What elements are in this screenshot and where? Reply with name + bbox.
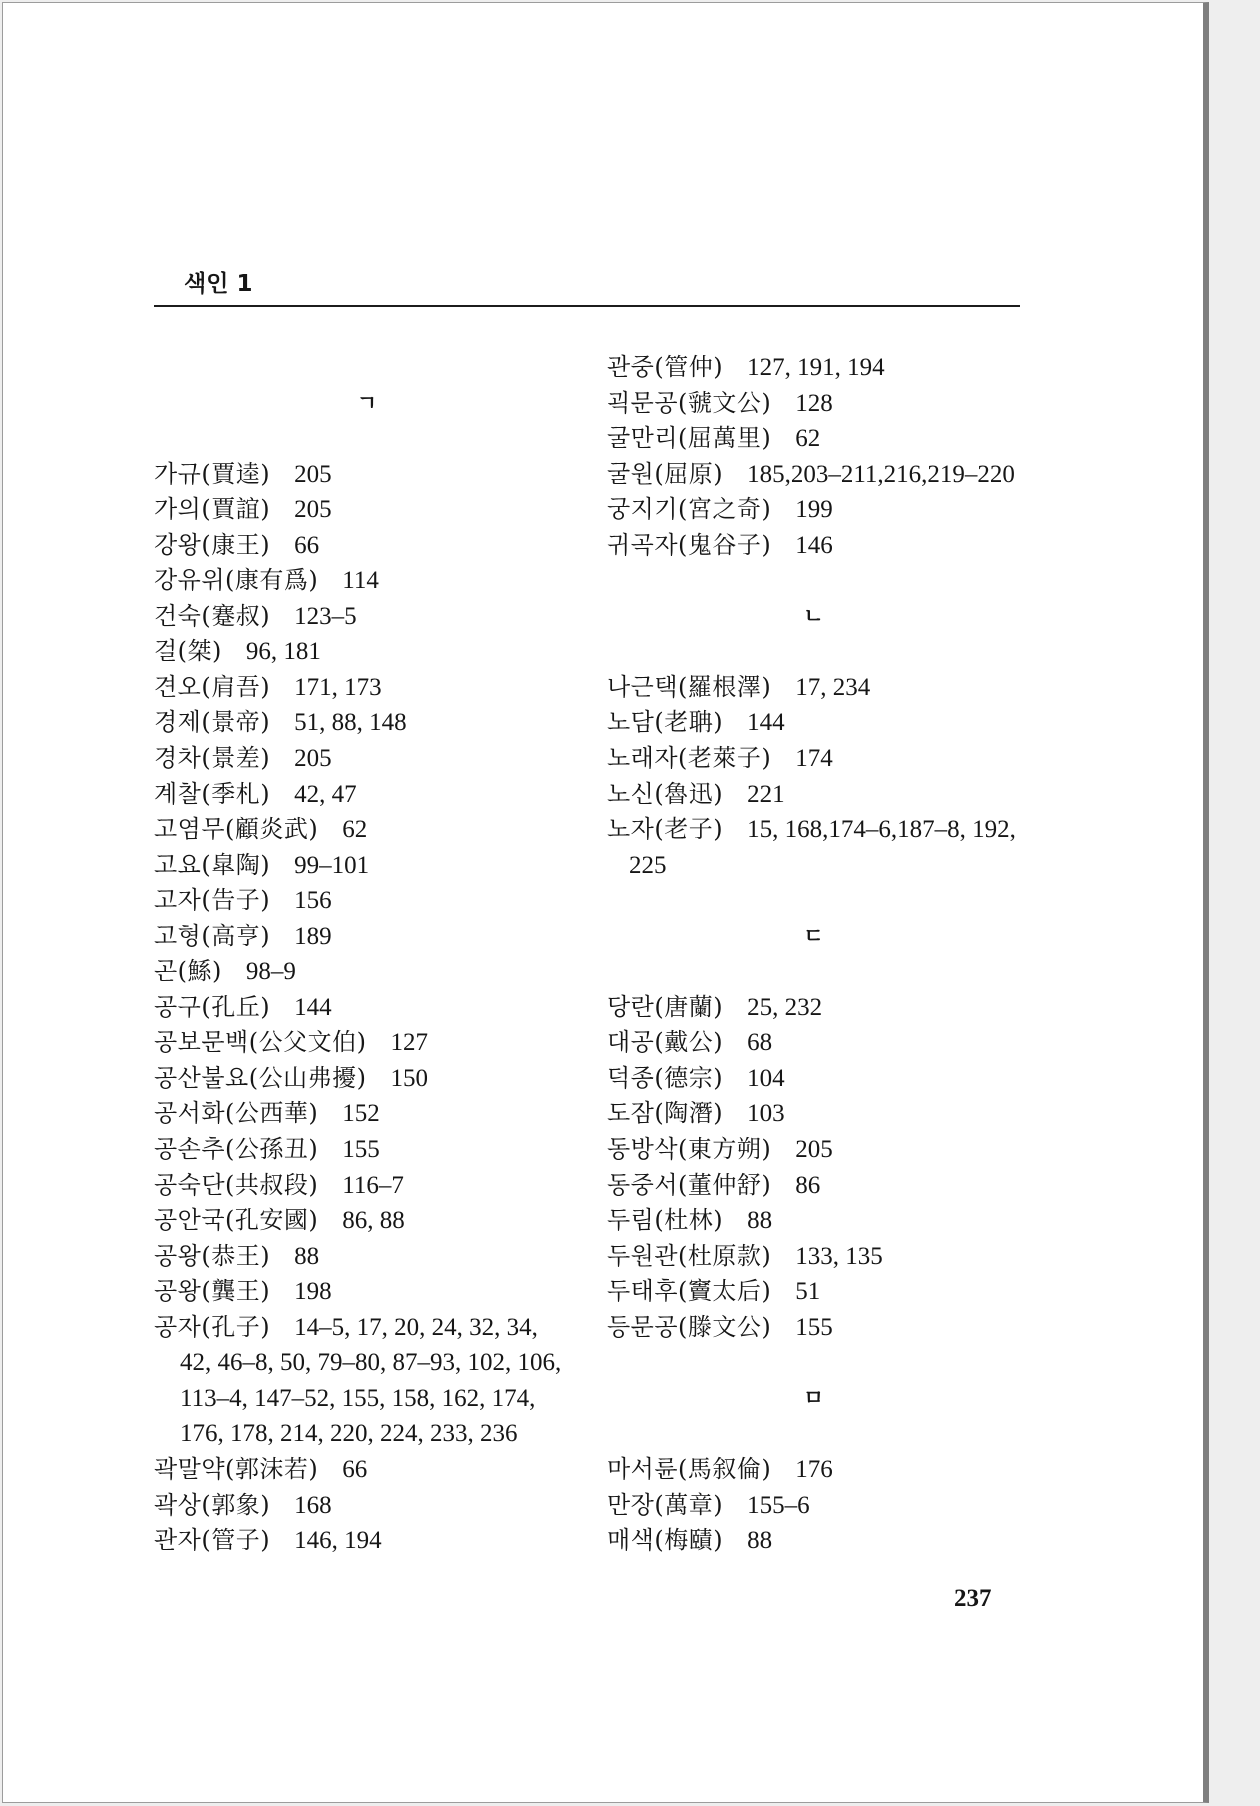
entry-pages: 221 — [747, 780, 785, 808]
index-entry — [607, 1310, 1020, 1346]
entry-name: 궁지기(宮之奇) — [607, 495, 772, 524]
index-entry — [154, 670, 580, 706]
index-entry — [154, 1025, 580, 1061]
index-entry — [607, 1025, 1020, 1061]
index-entry — [607, 421, 1020, 457]
index-entry — [607, 990, 1020, 1026]
entry-pages: 62 — [795, 425, 821, 453]
index-entry — [154, 563, 580, 599]
entry-name: 등문공(滕文公) — [607, 1312, 772, 1341]
index-entry — [154, 705, 580, 741]
entry-name: 덕종(德宗) — [607, 1063, 724, 1092]
entry-name: 귀곡자(鬼谷子) — [607, 530, 772, 559]
entry-pages: 198 — [294, 1278, 332, 1306]
page-title: 색인 1 — [184, 271, 253, 297]
entry-name: 동방삭(東方朔) — [607, 1135, 772, 1164]
entry-name: 도잠(陶潛) — [607, 1099, 724, 1128]
entry-name: 건숙(蹇叔) — [154, 601, 271, 630]
index-entry — [154, 634, 580, 670]
index-entry — [154, 777, 580, 813]
entry-pages: 68 — [747, 1029, 773, 1057]
entry-pages: 168 — [294, 1491, 332, 1519]
index-entry — [154, 1096, 580, 1132]
entry-pages: 116–7 — [342, 1171, 404, 1199]
entry-name: 고요(皐陶) — [154, 850, 271, 879]
entry-name: 두원관(杜原款) — [607, 1241, 772, 1270]
entry-pages: 146 — [795, 531, 833, 559]
entry-name: 당란(唐蘭) — [607, 992, 724, 1021]
entry-pages: 86 — [795, 1171, 821, 1199]
entry-pages: 88 — [294, 1242, 320, 1270]
entry-name: 굴만리(屈萬里) — [607, 424, 772, 453]
index-entry — [154, 954, 580, 990]
index-entry — [607, 1203, 1020, 1239]
line-spacer — [607, 883, 1020, 919]
entry-name: 관자(管子) — [154, 1526, 271, 1555]
entry-pages: 127, 191, 194 — [747, 354, 885, 381]
index-entry — [607, 1061, 1020, 1097]
entry-name: 고자(告子) — [154, 886, 271, 915]
line-spacer — [154, 421, 580, 457]
entry-pages: 51, 88, 148 — [294, 709, 407, 737]
entry-pages: 205 — [795, 1136, 833, 1164]
index-entry — [607, 1096, 1020, 1132]
index-entry — [607, 350, 1020, 386]
entry-pages: 99–101 — [294, 851, 370, 879]
index-entry — [154, 812, 580, 848]
entry-name: 공보문백(公父文伯) — [154, 1028, 367, 1057]
index-entry — [607, 528, 1020, 564]
entry-pages: 155–6 — [747, 1491, 810, 1519]
index-entry — [607, 492, 1020, 528]
entry-name: 공안국(孔安國) — [154, 1206, 319, 1235]
index-entry — [154, 1488, 580, 1524]
index-entry — [607, 741, 1020, 777]
index-entry — [607, 1488, 1020, 1524]
index-entry — [154, 1310, 580, 1346]
entry-name: 공산불요(公山弗擾) — [154, 1063, 367, 1092]
entry-pages: 17, 234 — [795, 673, 871, 701]
entry-name: 가의(賈誼) — [154, 495, 271, 524]
entry-name: 곤(鯀) — [154, 957, 222, 986]
index-entry — [154, 1523, 580, 1559]
index-entry — [154, 990, 580, 1026]
entry-name: 만장(萬章) — [607, 1490, 724, 1519]
entry-name: 공자(孔子) — [154, 1312, 271, 1341]
entry-pages: 144 — [747, 709, 785, 737]
section-heading: ㄱ — [356, 390, 378, 415]
entry-pages: 127 — [390, 1029, 428, 1057]
index-entry — [154, 1061, 580, 1097]
entry-pages: 185,203–211,216,219–220 — [747, 460, 1015, 488]
entry-pages: 103 — [747, 1100, 785, 1128]
index-entry — [607, 705, 1020, 741]
entry-pages: 66 — [294, 531, 320, 559]
section-heading: ㄴ — [803, 603, 824, 628]
entry-pages: 96, 181 — [245, 638, 321, 666]
line-spacer — [607, 1345, 1020, 1381]
entry-name: 계찰(季札) — [154, 779, 271, 808]
index-entry — [154, 599, 580, 635]
entry-pages: 150 — [390, 1064, 428, 1092]
entry-pages: 66 — [342, 1455, 368, 1483]
index-entry — [607, 1132, 1020, 1168]
entry-name: 강왕(康王) — [154, 530, 271, 559]
index-entry — [154, 919, 580, 955]
entry-pages: 155 — [342, 1136, 380, 1164]
entry-name: 두림(杜林) — [607, 1206, 724, 1235]
index-entry — [154, 1239, 580, 1275]
entry-pages: 189 — [294, 922, 332, 950]
entry-pages: 133, 135 — [795, 1242, 883, 1270]
entry-name: 괵문공(虢文公) — [607, 388, 772, 417]
entry-name: 고형(高亨) — [154, 921, 271, 950]
index-entry — [154, 1203, 580, 1239]
line-spacer — [607, 634, 1020, 670]
entry-name: 매색(梅賾) — [607, 1526, 724, 1555]
entry-pages: 205 — [294, 496, 332, 524]
entry-pages: 15, 168,174–6,187–8, 192, — [747, 816, 1016, 844]
entry-pages: 98–9 — [245, 958, 296, 986]
entry-pages: 144 — [294, 993, 332, 1021]
entry-pages: 14–5, 17, 20, 24, 32, 34, — [294, 1313, 538, 1341]
entry-name: 나근택(羅根澤) — [607, 672, 772, 701]
entry-name: 노래자(老萊子) — [607, 744, 772, 773]
entry-name: 경차(景差) — [154, 744, 271, 773]
entry-pages: 86, 88 — [342, 1207, 405, 1235]
entry-name: 공왕(龔王) — [154, 1277, 271, 1306]
entry-name: 경제(景帝) — [154, 708, 271, 737]
entry-pages: 123–5 — [294, 602, 357, 630]
entry-pages: 152 — [342, 1100, 380, 1128]
entry-name: 가규(賈逵) — [154, 459, 271, 488]
index-entry — [154, 741, 580, 777]
entry-name: 공서화(公西華) — [154, 1099, 319, 1128]
line-spacer — [607, 1416, 1020, 1452]
entry-name: 공왕(恭王) — [154, 1241, 271, 1270]
section-heading: ㅁ — [803, 1385, 824, 1410]
index-entry — [154, 528, 580, 564]
index-entry — [154, 1132, 580, 1168]
entry-name: 공손추(公孫丑) — [154, 1135, 319, 1164]
entry-name: 동중서(董仲舒) — [607, 1170, 772, 1199]
entry-pages: 156 — [294, 887, 332, 915]
entry-name: 노신(魯迅) — [607, 779, 724, 808]
entry-pages: 62 — [342, 816, 368, 844]
entry-name: 두태후(竇太后) — [607, 1277, 772, 1306]
index-entry — [607, 1239, 1020, 1275]
entry-pages: 205 — [294, 460, 332, 488]
index-entry — [154, 1168, 580, 1204]
index-entry — [607, 1168, 1020, 1204]
index-column-left — [154, 350, 580, 1559]
index-entry — [154, 1452, 580, 1488]
entry-pages-continued: 42, 46–8, 50, 79–80, 87–93, 102, 106, — [180, 1349, 562, 1377]
entry-pages: 155 — [795, 1313, 833, 1341]
entry-pages-continued: 225 — [629, 851, 667, 879]
entry-name: 노담(老聃) — [607, 708, 724, 737]
entry-name: 굴원(屈原) — [607, 459, 724, 488]
entry-pages: 114 — [342, 567, 379, 595]
entry-pages: 104 — [747, 1064, 785, 1092]
entry-pages: 176 — [795, 1455, 833, 1483]
index-entry — [154, 492, 580, 528]
entry-name: 노자(老子) — [607, 815, 724, 844]
entry-name: 강유위(康有爲) — [154, 566, 319, 595]
entry-pages-continued: 176, 178, 214, 220, 224, 233, 236 — [180, 1420, 518, 1448]
entry-pages: 88 — [747, 1527, 773, 1555]
entry-pages: 51 — [795, 1278, 821, 1306]
entry-pages: 199 — [795, 496, 833, 524]
entry-pages: 88 — [747, 1207, 773, 1235]
index-entry — [607, 1274, 1020, 1310]
index-entry — [607, 777, 1020, 813]
entry-pages: 25, 232 — [747, 993, 823, 1021]
entry-name: 마서륜(馬叙倫) — [607, 1454, 772, 1483]
entry-pages: 42, 47 — [294, 780, 357, 808]
index-entry — [607, 812, 1020, 848]
entry-pages: 171, 173 — [294, 673, 382, 701]
entry-pages: 128 — [795, 389, 833, 417]
index-entry — [154, 457, 580, 493]
entry-name: 공숙단(共叔段) — [154, 1170, 319, 1199]
page-number: 237 — [954, 1585, 992, 1612]
index-entry — [607, 386, 1020, 422]
entry-pages: 205 — [294, 745, 332, 773]
line-spacer — [607, 563, 1020, 599]
header-rule — [154, 305, 1020, 307]
entry-pages: 174 — [795, 745, 833, 773]
line-spacer — [607, 954, 1020, 990]
entry-name: 곽말약(郭沫若) — [154, 1454, 319, 1483]
entry-name: 공구(孔丘) — [154, 992, 271, 1021]
entry-name: 관중(管仲) — [607, 353, 724, 381]
entry-name: 걸(桀) — [154, 637, 222, 666]
index-entry — [607, 1452, 1020, 1488]
entry-name: 견오(肩吾) — [154, 672, 271, 701]
entry-name: 곽상(郭象) — [154, 1490, 271, 1519]
entry-name: 고염무(顧炎武) — [154, 815, 319, 844]
entry-pages: 146, 194 — [294, 1527, 382, 1555]
index-entry — [607, 1523, 1020, 1559]
index-column-right — [607, 350, 1020, 1559]
index-entry — [154, 848, 580, 884]
index-entry — [607, 457, 1020, 493]
index-entry — [154, 883, 580, 919]
index-entry — [154, 1274, 580, 1310]
index-entry — [607, 670, 1020, 706]
section-heading: ㄷ — [803, 923, 824, 948]
line-spacer — [154, 350, 580, 386]
book-page — [2, 2, 1209, 1803]
entry-name: 대공(戴公) — [607, 1028, 724, 1057]
entry-pages-continued: 113–4, 147–52, 155, 158, 162, 174, — [180, 1384, 536, 1412]
